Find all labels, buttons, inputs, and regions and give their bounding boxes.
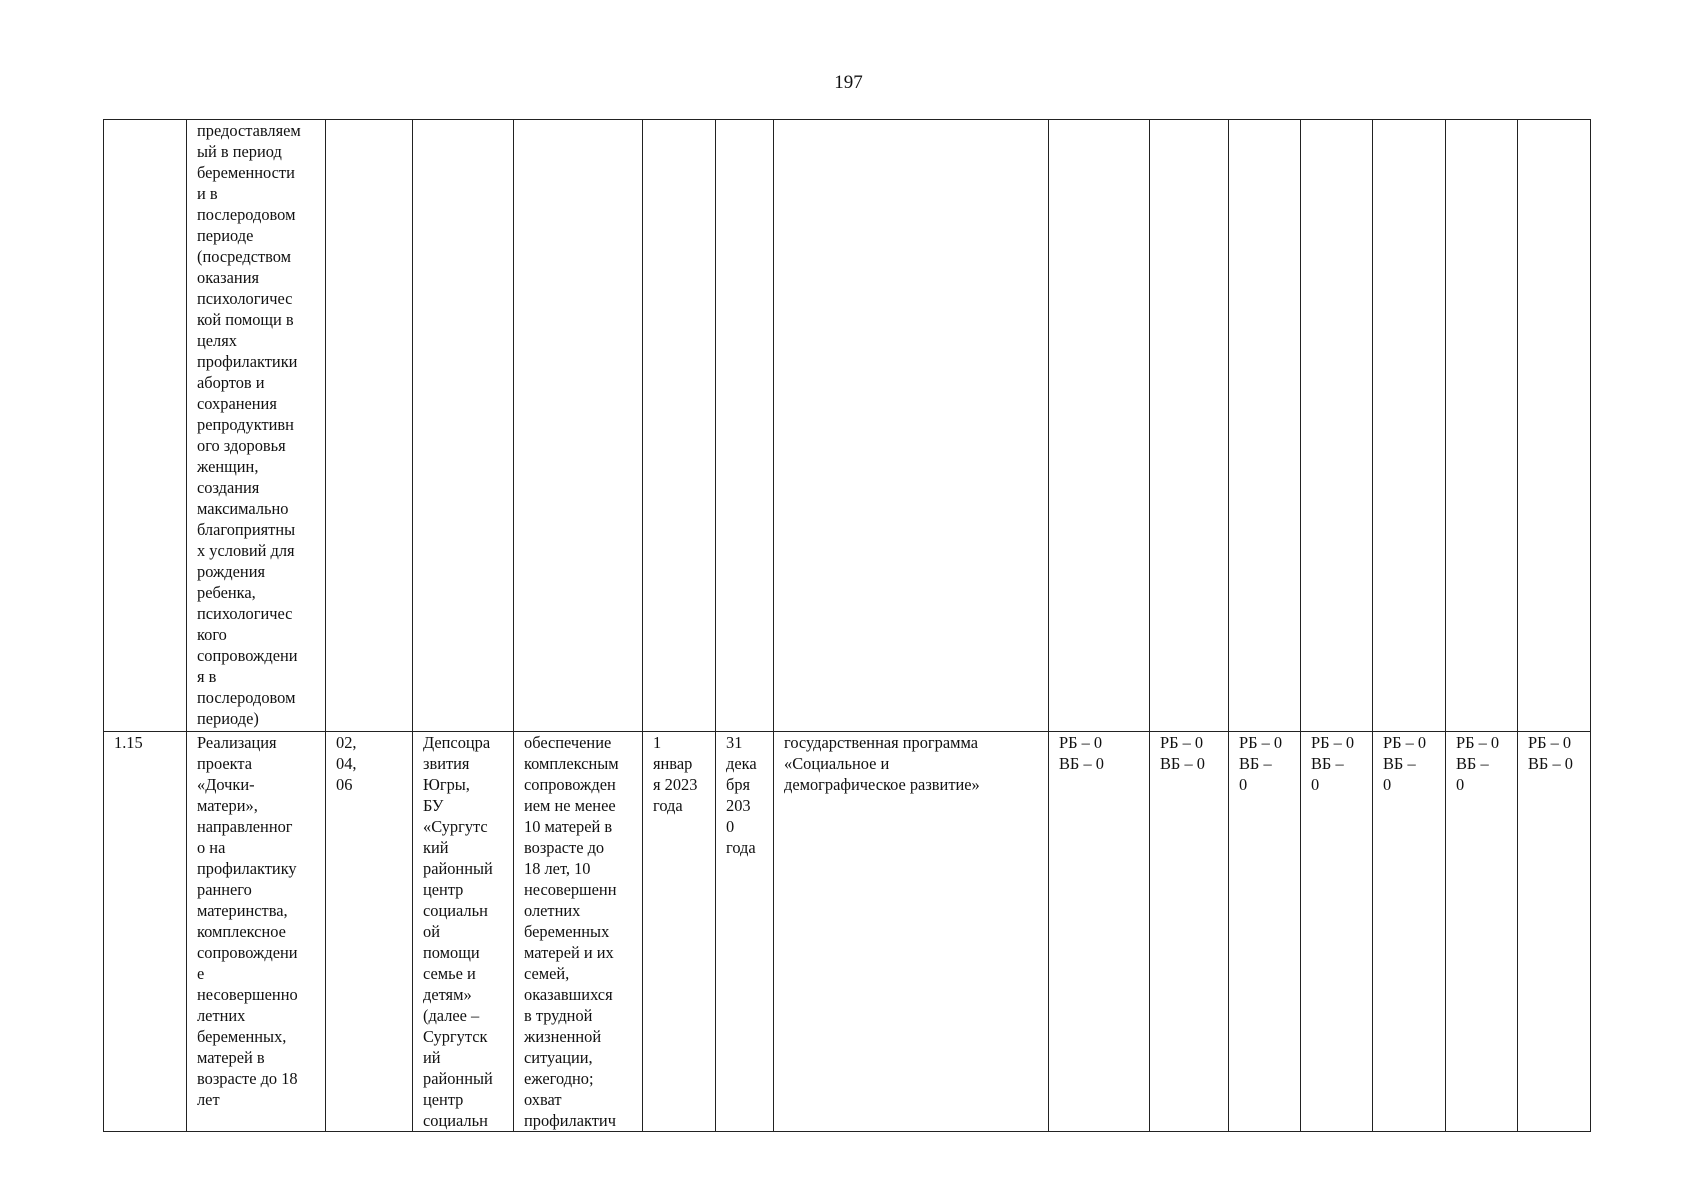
cell-start-date: 1 январ я 2023 года (643, 732, 716, 1132)
cell-number: 1.15 (104, 732, 187, 1132)
cell-executor (413, 120, 514, 732)
cell-funding: РБ – 0 ВБ – 0 (1301, 732, 1373, 1132)
cell-start-date (643, 120, 716, 732)
cell-funding: РБ – 0 ВБ – 0 (1518, 732, 1591, 1132)
cell-funding: РБ – 0 ВБ – 0 (1150, 732, 1229, 1132)
table-row (104, 120, 1591, 732)
cell-measure-name: предоставляем ый в период беременности и в послеродовом периоде (посредством оказания психологичес кой помощи в целях профилактики абортов и сохранения репродуктивн ого здоровья женщин, создания максимально благоприятны х условий для рождения ребенка, психологичес кого сопровождени я в послеродовом периоде) (187, 120, 326, 732)
cell-end-date: 31 дека бря 203 0 года (716, 732, 774, 1132)
cell-funding (1518, 120, 1591, 732)
cell-funding: РБ – 0 ВБ – 0 (1229, 732, 1301, 1132)
cell-funding: РБ – 0 ВБ – 0 (1446, 732, 1518, 1132)
cell-result: обеспечение комплексным сопровожден ием не менее 10 матерей в возрасте до 18 лет, 10 несовершенн олетних беременных матерей и их семей, оказавшихся в трудной жизненной ситуации, ежегодно; охват профилактич (514, 732, 643, 1132)
document-table (103, 119, 1591, 1132)
cell-program: государственная программа «Социальное и демографическое развитие» (774, 732, 1049, 1132)
cell-result (514, 120, 643, 732)
cell-program (774, 120, 1049, 732)
cell-code (326, 120, 413, 732)
cell-funding (1373, 120, 1446, 732)
cell-funding (1229, 120, 1301, 732)
cell-funding (1446, 120, 1518, 732)
cell-number (104, 120, 187, 732)
cell-funding (1301, 120, 1373, 732)
cell-end-date (716, 120, 774, 732)
cell-funding: РБ – 0 ВБ – 0 (1373, 732, 1446, 1132)
cell-funding (1150, 120, 1229, 732)
cell-executor: Депсоцра звития Югры, БУ «Сургутс кий районный центр социальн ой помощи семье и детям» (далее – Сургутск ий районный центр социальн (413, 732, 514, 1132)
table-row (104, 732, 1591, 1132)
cell-funding: РБ – 0 ВБ – 0 (1049, 732, 1150, 1132)
cell-measure-name: Реализация проекта «Дочки- матери», направленног о на профилактику раннего материнства, комплексное сопровождени е несовершенно летних беременных, матерей в возрасте до 18 лет (187, 732, 326, 1132)
page-number: 197 (834, 72, 863, 93)
cell-funding (1049, 120, 1150, 732)
cell-code: 02, 04, 06 (326, 732, 413, 1132)
